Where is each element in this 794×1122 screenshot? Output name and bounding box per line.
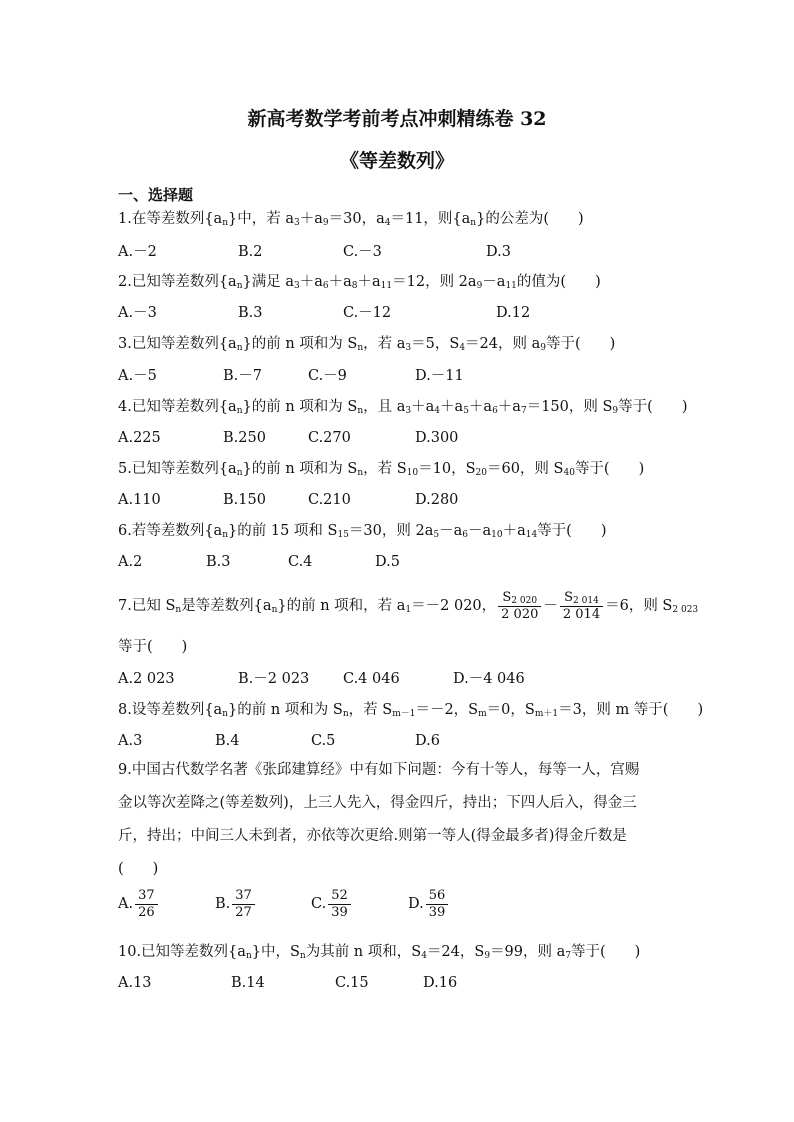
option-c[interactable]: C.－12 <box>343 305 392 321</box>
option-b[interactable]: B.3 <box>238 305 263 321</box>
question-2: 2.已知等差数列$\{a_n\}$满足 $a_3+a_6+a_8+a_{11}=12$，则 $2a_9-a_{11}$的值为( ) <box>118 274 601 291</box>
option-c[interactable]: C.15 <box>335 975 369 991</box>
option-c[interactable]: C.4 <box>288 554 313 570</box>
option-d[interactable]: D.3 <box>486 244 511 260</box>
option-d[interactable]: D.280 <box>415 492 459 508</box>
option-c[interactable]: C.210 <box>308 492 351 508</box>
page-title: 新高考数学考前考点冲刺精练卷 32 <box>247 108 547 130</box>
question-10: 10.已知等差数列$\{a_n\}$中，$S_n$为其前 n 项和，$S_4=24$，$S_9=99$，则 $a_7$等于( ) <box>118 944 641 961</box>
question-7-cont: 等于( ) <box>118 639 188 655</box>
option-b[interactable]: B.2 <box>238 244 263 260</box>
fraction: $\frac{37}{26}$ <box>135 888 158 921</box>
option-a[interactable]: A.3 <box>118 733 143 749</box>
option-b[interactable]: B.150 <box>223 492 266 508</box>
option-c[interactable]: C. $\frac{52}{39}$ <box>311 886 353 922</box>
option-d[interactable]: D.300 <box>415 430 459 446</box>
fraction: $\frac{56}{39}$ <box>426 888 449 921</box>
question-3: 3.已知等差数列$\{a_n\}$的前 n 项和为 $S_n$，若 $a_3=5$，$S_4=24$，则 $a_9$等于( ) <box>118 336 616 353</box>
option-b[interactable]: B.4 <box>215 733 240 749</box>
option-a[interactable]: A.－3 <box>118 305 157 321</box>
option-d[interactable]: D.12 <box>496 305 531 321</box>
option-b[interactable]: B.250 <box>223 430 266 446</box>
option-a[interactable]: A.13 <box>118 975 152 991</box>
option-a[interactable]: A.2 023 <box>118 671 175 687</box>
option-d[interactable]: D.5 <box>375 554 400 570</box>
option-b[interactable]: B.－7 <box>223 368 262 384</box>
option-b[interactable]: B.3 <box>206 554 231 570</box>
option-c[interactable]: C.4 046 <box>343 671 400 687</box>
option-c[interactable]: C.－3 <box>343 244 382 260</box>
question-8: 8.设等差数列$\{a_n\}$的前 n 项和为 $S_n$，若 $S_{m-1}=-2$，$S_m=0$，$S_{m+1}=3$，则 m 等于( ) <box>118 702 704 719</box>
option-b[interactable]: B.14 <box>231 975 265 991</box>
option-a[interactable]: A.－5 <box>118 368 157 384</box>
option-d[interactable]: D.－11 <box>415 368 464 384</box>
option-a[interactable]: A. $\frac{37}{26}$ <box>118 886 160 922</box>
question-9: 9.中国古代数学名著《张邱建算经》中有如下问题：今有十等人，每等一人，宫赐 金以等次差降之(等差数列)，上三人先入，得金四斤，持出；下四人后入，得金三 斤，持出；中间三人未到者，亦依等次更给.则第一等人(得金最多者)得金斤数是 ( ) <box>118 762 640 877</box>
option-c[interactable]: C.－9 <box>308 368 347 384</box>
option-a[interactable]: A.2 <box>118 554 143 570</box>
option-d[interactable]: D. $\frac{56}{39}$ <box>408 886 450 922</box>
option-a[interactable]: A.225 <box>118 430 161 446</box>
page-subtitle: 《等差数列》 <box>339 150 454 172</box>
fraction: $\frac{52}{39}$ <box>328 888 351 921</box>
fraction: $\frac{S_{2 014}}{2 014}$ <box>560 590 603 623</box>
option-a[interactable]: A.－2 <box>118 244 157 260</box>
option-a[interactable]: A.110 <box>118 492 161 508</box>
question-6: 6.若等差数列$\{a_n\}$的前 15 项和 $S_{15}=30$，则 $2a_5-a_6-a_{10}+a_{14}$等于( ) <box>118 523 607 540</box>
section-heading: 一、选择题 <box>118 186 194 204</box>
option-d[interactable]: D.16 <box>423 975 458 991</box>
option-c[interactable]: C.270 <box>308 430 351 446</box>
fraction: $\frac{S_{2 020}}{2 020}$ <box>498 590 541 623</box>
option-d[interactable]: D.6 <box>415 733 440 749</box>
question-1: 1.在等差数列$\{a_n\}$中，若 $a_3+a_9=30$，$a_4=11$，则$\{a_n\}$的公差为( ) <box>118 211 584 228</box>
option-c[interactable]: C.5 <box>311 733 336 749</box>
question-4: 4.已知等差数列$\{a_n\}$的前 n 项和为 $S_n$，且 $a_3+a_4+a_5+a_6+a_7=150$，则 $S_9$等于( ) <box>118 399 688 416</box>
option-b[interactable]: B. $\frac{37}{27}$ <box>215 886 257 922</box>
option-b[interactable]: B.－2 023 <box>238 671 310 687</box>
question-5: 5.已知等差数列$\{a_n\}$的前 n 项和为 $S_n$，若 $S_{10}=10$，$S_{20}=60$，则 $S_{40}$等于( ) <box>118 461 645 478</box>
question-7: 7.已知 $S_n$是等差数列$\{a_n\}$的前 n 项和，若 $a_1=-2$ 020， $\frac{S_{2 020}}{2 020}$ － $\frac{S_{2 014}}{2 014}$ ＝6，则 $S_{2 023}$ <box>118 589 699 622</box>
fraction: $\frac{37}{27}$ <box>232 888 255 921</box>
option-d[interactable]: D.－4 046 <box>453 671 525 687</box>
